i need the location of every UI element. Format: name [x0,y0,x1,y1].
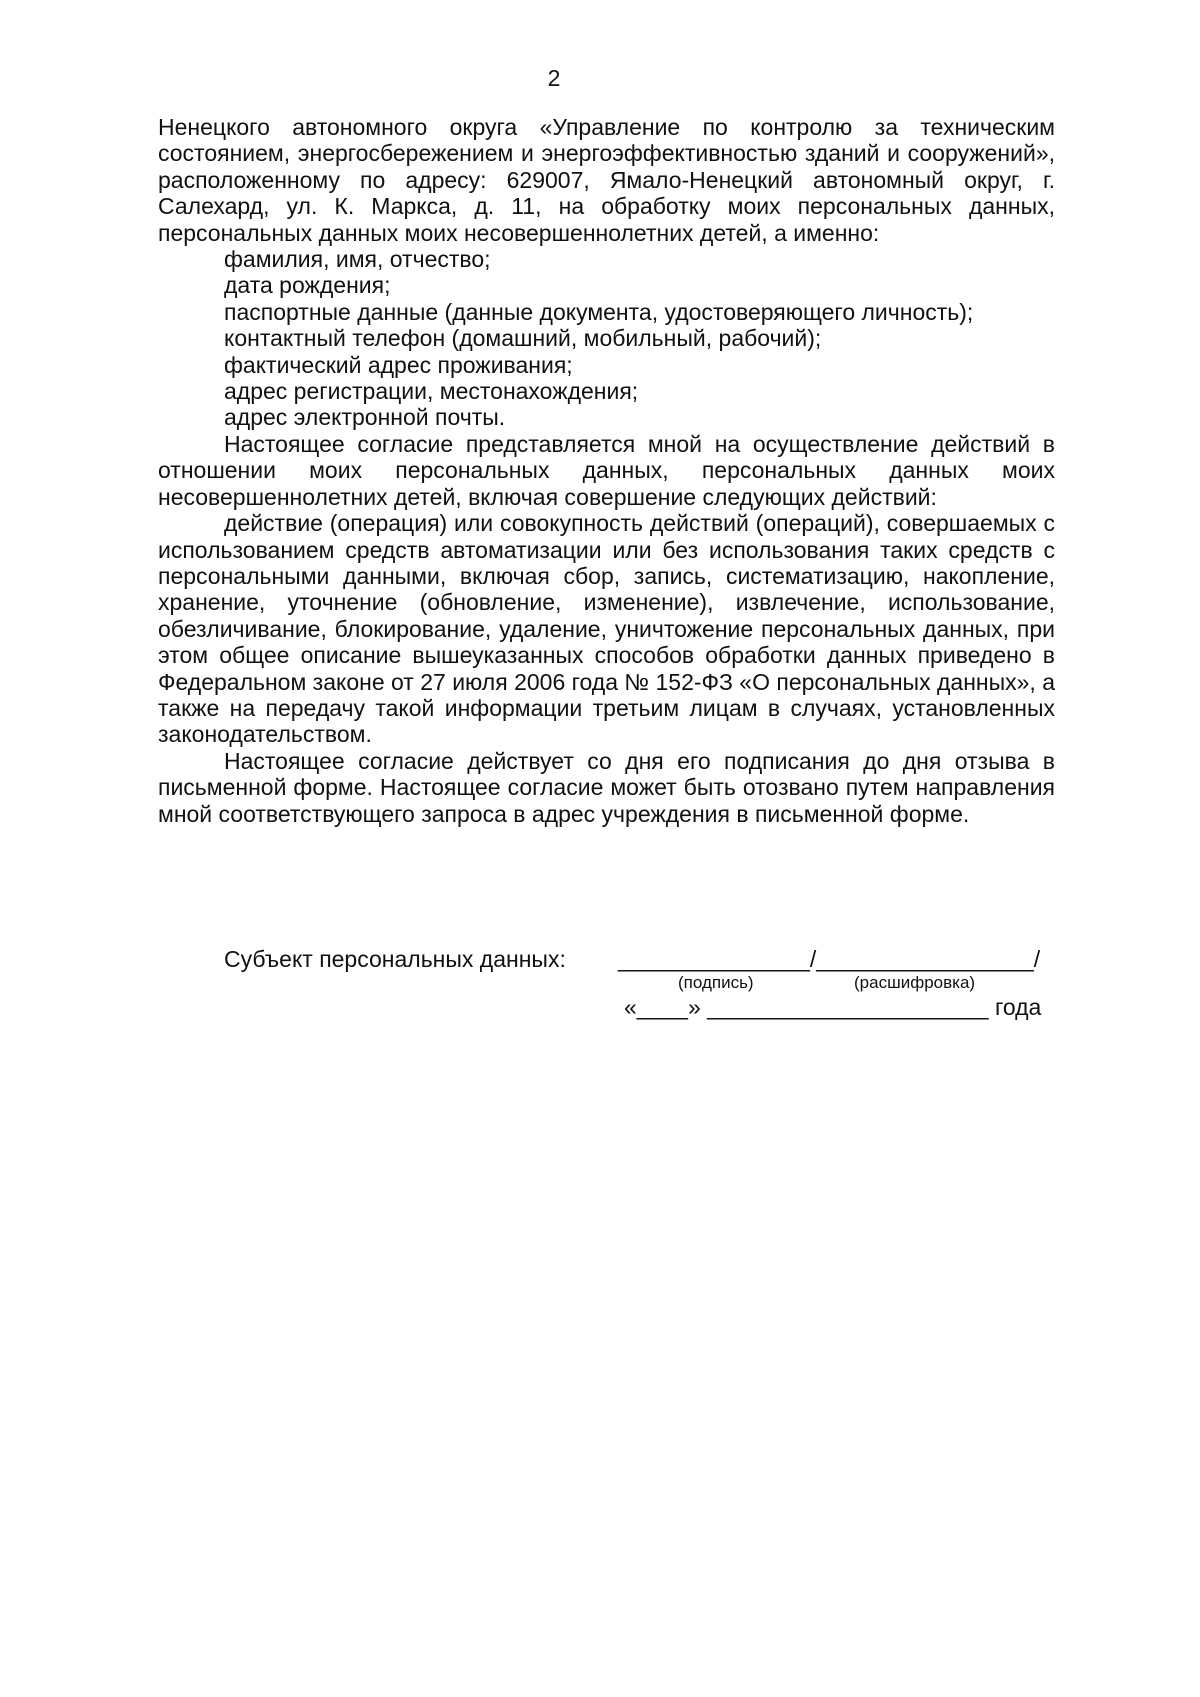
data-item-phone: контактный телефон (домашний, мобильный, рабочий); [224,325,822,352]
data-item-full-name: фамилия, имя, отчество; [224,246,491,273]
consent-actions-paragraph: Настоящее согласие представляется мной на осуществление действий в отношении моих персональных данных, персональных данных моих несовершеннолетних детей, включая совершение следующих действий: [158,430,1055,510]
signature-line: _______________/_________________/ [618,946,1041,972]
data-item-email: адрес электронной почты. [224,404,506,431]
data-item-passport: паспортные данные (данные документа, удостоверяющего личность); [224,298,974,325]
signature-caption: (подпись) [678,973,754,992]
decoding-caption: (расшифровка) [854,973,976,992]
actions-detail-paragraph: действие (операция) или совокупность действий (операций), совершаемых с использованием средств автоматизации или без использования таких средств с персональными данными, включая сбор, запись, систематизацию, накопление, хранение, уточнение (обновление, изменение), извлечение, использование, обезличивание, блокирование, удаление, уничтожение персональных данных, при этом общее описание вышеуказанных способов обработки данных приведено в Федеральном законе от 27 июля 2006 года № 152-ФЗ «О персональных данных», а также на передачу такой информации третьим лицам в случаях, установленных законодательством. [158,510,1055,748]
data-item-birth-date: дата рождения; [224,272,391,299]
data-item-actual-address: фактический адрес проживания; [224,351,573,378]
document-body [158,114,1055,827]
intro-paragraph: Ненецкого автономного округа «Управление по контролю за техническим состоянием, энергосбережением и энергоэффективностью зданий и сооружений», расположенному по адресу: 629007, Ямало-Ненецкий автономный округ, г. Салехард, ул. К. Маркса, д. 11, на обработку моих персональных данных, персональных данных моих несовершеннолетних детей, а именно: [158,114,1055,246]
page-number: 2 [547,65,561,91]
date-line: «____» ______________________ года [624,994,1042,1020]
validity-paragraph: Настоящее согласие действует со дня его подписания до дня отзыва в письменной форме. Настоящее согласие может быть отозвано путем направления мной соответствующего запроса в адрес учреждения в письменной форме. [158,747,1055,827]
data-item-registration-address: адрес регистрации, местонахождения; [224,378,639,405]
signature-label: Субъект персональных данных: [224,946,566,972]
